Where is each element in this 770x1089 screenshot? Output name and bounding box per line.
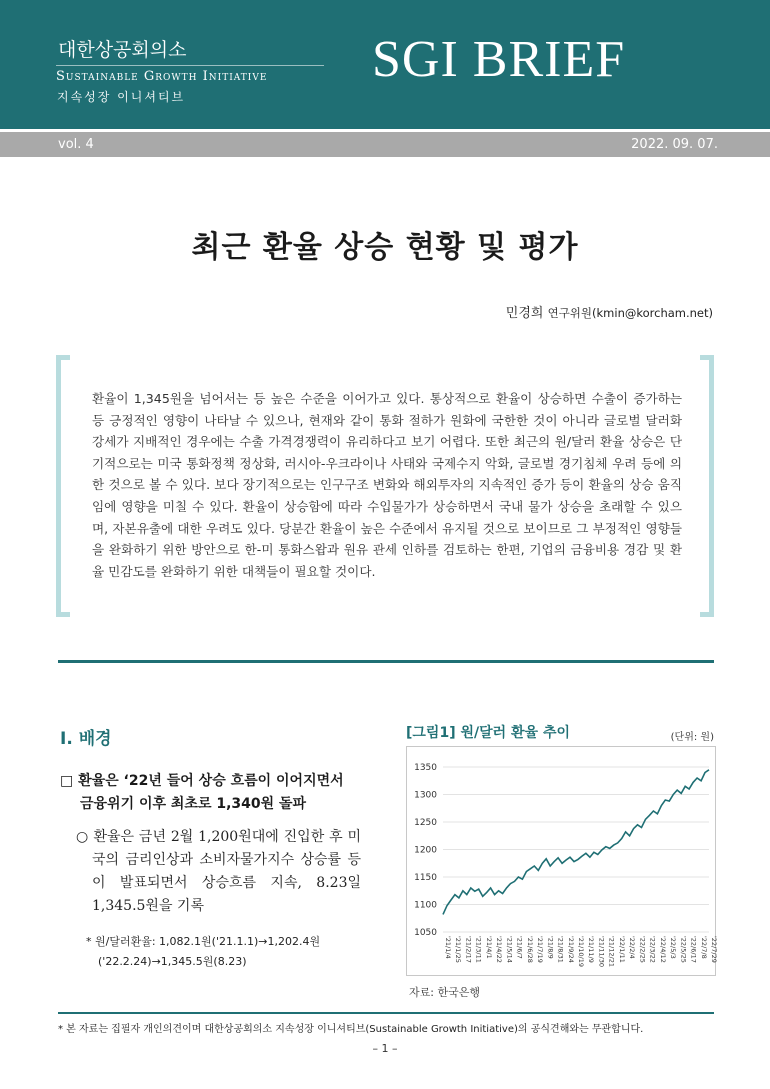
x-tick-label: '21/8/9 <box>546 936 555 959</box>
summary-text: 환율이 1,345원을 넘어서는 등 높은 수준을 이어가고 있다. 통상적으로 환율이 상승하면 수출이 증가하는 등 긍정적인 영향이 나타날 수 있으나, 현재와 같이 통화 절하가 원화에 국한한 것이 아니라 글로벌 달러화 강세가 지배적인 경우에는 수출 가격경쟁력이 유리하다고 보기 어렵다. 또한 최근의 원/달러 환율 상승은 단기적으로는 미국 통화정책 정상화, 러시아-우크라이나 사태와 국제수지 악화, 글로벌 경기침체 우려 등에 의한 것으로 볼 수 있다. 보다 장기적으로는 인구구조 변화와 해외투자의 지속적인 증가 등이 환율의 상승 움직임에 영향을 미칠 수 있다. 환율이 상승함에 따라 수입물가가 상승하면서 국내 물가 상승을 초래할 수 있으며, 자본유출에 대한 우려도 있다. 당분간 환율이 높은 수준에서 유지될 것으로 보이므로 그 부정적인 영향들을 완화하기 위한 방안으로 한-미 통화스왑과 원유 관세 인하를 검토하는 한편, 기업의 금융비용 경감 및 환율 민감도를 완화하기 위한 대책들이 필요할 것이다. <box>92 391 682 579</box>
series-line <box>443 770 709 915</box>
author-name: 민경희 <box>505 306 544 321</box>
x-tick-label: '21/11/9 <box>587 936 596 963</box>
x-tick-label: '22/5/3 <box>669 936 678 959</box>
y-tick-label: 1150 <box>414 873 437 883</box>
x-tick-label: '21/1/4 <box>444 936 452 959</box>
page-number: – 1 – <box>372 1042 398 1055</box>
x-tick-label: '21/11/30 <box>597 936 606 967</box>
x-tick-label: '22/4/12 <box>658 936 667 963</box>
x-tick-label: '22/5/25 <box>679 936 688 963</box>
y-tick-label: 1250 <box>414 818 437 828</box>
org-subtitle: 지속성장 이니셔티브 <box>57 90 186 104</box>
y-tick-label: 1050 <box>414 928 437 938</box>
summary-bracket-right <box>700 355 714 617</box>
x-tick-label: '22/2/4 <box>628 936 637 959</box>
issue-date: 2022. 09. 07. <box>631 137 718 152</box>
y-tick-label: 1200 <box>414 845 437 856</box>
x-tick-label: '21/9/24 <box>566 936 575 963</box>
x-tick-label: '21/4/1 <box>484 936 493 959</box>
y-tick-label: 1100 <box>414 900 437 911</box>
x-tick-label: '21/3/11 <box>474 936 483 963</box>
footer-rule <box>58 1012 714 1014</box>
section-title: Ⅰ. 배경 <box>60 729 112 749</box>
x-tick-label: '21/1/25 <box>454 936 463 963</box>
x-tick-label: '21/12/21 <box>607 936 616 967</box>
x-tick-label: '21/6/7 <box>515 936 524 959</box>
page-title: 최근 환율 상승 현황 및 평가 <box>191 230 579 265</box>
chart-svg <box>407 747 717 977</box>
org-name-english: Sustainable Growth Initiative <box>56 69 268 84</box>
x-tick-label: '21/6/28 <box>525 936 534 963</box>
section-divider <box>58 660 714 663</box>
brand-title: SGI BRIEF <box>372 31 626 88</box>
figure-source: 자료: 한국은행 <box>409 986 480 999</box>
x-tick-label: '21/7/19 <box>536 936 545 963</box>
x-tick-label: '22/1/11 <box>617 936 626 963</box>
x-tick-label: '22/2/25 <box>638 936 647 963</box>
volume-label: vol. 4 <box>58 137 94 152</box>
x-tick-label: '21/10/19 <box>577 936 585 967</box>
y-tick-label: 1350 <box>414 763 437 773</box>
x-tick-label: '22/7/8 <box>699 936 708 959</box>
bullet-sub: ○ 환율은 금년 2월 1,200원대에 진입한 후 미국의 금리인상과 소비자물가지수 상승률 등이 발표되면서 상승흐름 지속, 8.23일 1,345.5원을 기록 <box>76 829 361 914</box>
org-divider <box>56 65 324 66</box>
author-role: 연구위원(kmin@korcham.net) <box>547 306 713 320</box>
bullet-main: □ 환율은 ‘22년 들어 상승 흐름이 이어지면서 금융위기 이후 최초로 1,340원 돌파 <box>60 773 344 812</box>
x-tick-label: '21/5/14 <box>505 936 514 963</box>
exchange-rate-chart <box>406 746 716 976</box>
x-tick-label: '21/2/17 <box>464 936 473 963</box>
bullet-note: * 원/달러환율: 1,082.1원('21.1.1)→1,202.4원('22.2.24)→1,345.5원(8.23) <box>86 935 321 968</box>
x-tick-label: '21/4/22 <box>495 936 504 963</box>
x-tick-label: '22/3/22 <box>648 936 657 963</box>
summary-bracket-left <box>56 355 70 617</box>
y-tick-label: 1300 <box>414 790 437 801</box>
x-tick-label: '22/7/29 <box>710 936 718 963</box>
figure-unit: (단위: 원) <box>670 732 714 743</box>
org-name-korean: 대한상공회의소 <box>58 39 187 61</box>
figure-title: [그림1] 원/달러 환율 추이 <box>406 725 570 741</box>
author-line <box>506 302 713 321</box>
footer-note: * 본 자료는 집필자 개인의견이며 대한상공회의소 지속성장 이니셔티브(Sustainable Growth Initiative)의 공식견해와는 무관합니다. <box>58 1024 644 1035</box>
x-tick-label: '21/8/31 <box>556 936 565 963</box>
x-tick-label: '22/6/17 <box>689 936 698 963</box>
